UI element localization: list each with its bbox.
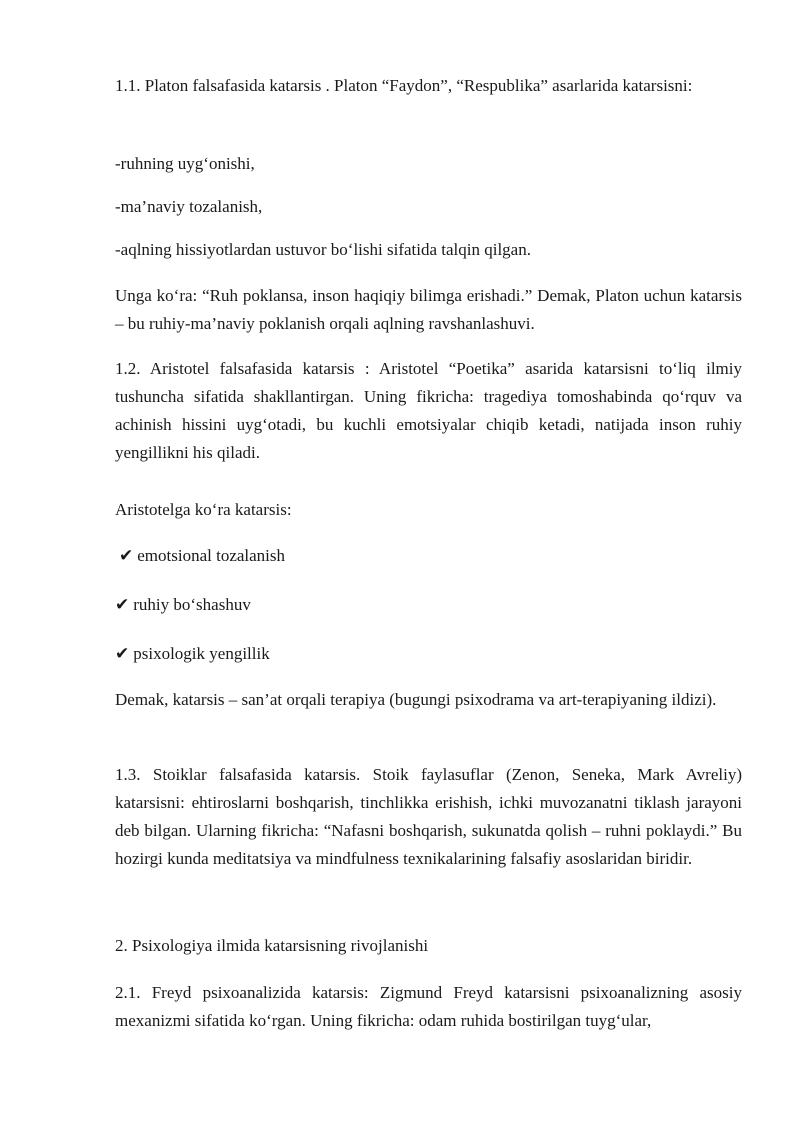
checkmark-icon: ✔ xyxy=(115,644,130,663)
list-item-aql-ustuvorligi: -aqlning hissiyotlardan ustuvor bo‘lishi sifatida talqin qilgan. xyxy=(115,240,531,259)
paragraph-aristotel: 1.2. Aristotel falsafasida katarsis : Aristotel “Poetika” asarida katarsisni to‘liq ilmiy tushuncha sifatida shakllantirgan. Uning fikricha: tragediya tomoshabinda qo‘rquv va achinish hissini uyg‘otadi, bu kuchli emotsiyalar chiqib ketadi, natijada inson ruhiy yengillikni his qiladi. xyxy=(115,359,742,462)
section-heading-psixologiya: 2. Psixologiya ilmida katarsisning rivojlanishi xyxy=(115,936,429,955)
checkmark-icon: ✔ xyxy=(119,546,134,565)
paragraph-platon-intro: 1.1. Platon falsafasida katarsis . Platon “Faydon”, “Respublika” asarlarida katarsisni: xyxy=(115,76,693,95)
paragraph-aristotel-katarsis-lead: Aristotelga ko‘ra katarsis: xyxy=(115,500,292,519)
list-item-ruh-uygonishi: -ruhning uyg‘onishi, xyxy=(115,154,255,173)
list-item-manaviy-tozalanish: -ma’naviy tozalanish, xyxy=(115,197,263,216)
check-item-ruhiy xyxy=(115,591,742,619)
check-item-emotsional xyxy=(119,542,746,570)
check-item-label: emotsional tozalanish xyxy=(137,546,286,565)
paragraph-art-terapiya: Demak, katarsis – san’at orqali terapiya (bugungi psixodrama va art-terapiyaning ildizi). xyxy=(115,690,717,709)
paragraph-freyd: 2.1. Freyd psixoanalizida katarsis: Zigmund Freyd katarsisni psixoanalizning asosiy mexanizmi sifatida ko‘rgan. Uning fikricha: odam ruhida bostirilgan tuyg‘ular, xyxy=(115,983,742,1030)
check-item-label: psixologik yengillik xyxy=(133,644,270,663)
check-item-label: ruhiy bo‘shashuv xyxy=(133,595,251,614)
paragraph-stoiklar: 1.3. Stoiklar falsafasida katarsis. Stoik faylasuflar (Zenon, Seneka, Mark Avreliy) katarsisni: ehtiroslarni boshqarish, tinchlikka erishish, ichki muvozanatni tiklash jarayoni deb bilgan. Ularning fikricha: “Nafasni boshqarish, sukunatda qolish – ruhni poklaydi.” Bu hozirgi kunda meditatsiya va mindfulness texnikalarining falsafiy asoslaridan biridir. xyxy=(115,765,742,868)
checkmark-icon: ✔ xyxy=(115,595,130,614)
paragraph-platon-conclusion: Unga ko‘ra: “Ruh poklansa, inson haqiqiy bilimga erishadi.” Demak, Platon uchun katarsis – bu ruhiy-ma’naviy poklanish orqali aqlning ravshanlashuvi. xyxy=(115,286,742,333)
check-item-psixologik xyxy=(115,640,742,668)
